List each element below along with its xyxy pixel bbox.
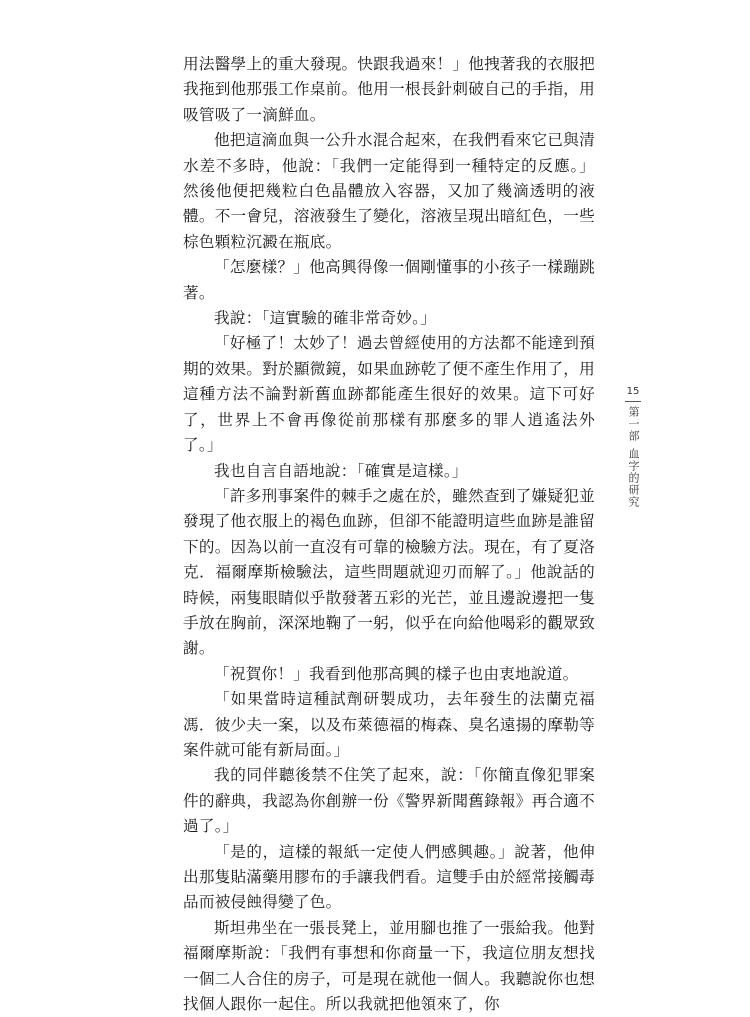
- page-number: 15: [626, 386, 640, 397]
- running-margin: [623, 385, 643, 508]
- paragraph-9: 「如果當時這種試劑研製成功，去年發生的法蘭克福馮．彼少夫一案，以及布萊德福的梅森、臭名遠揚的摩勒等案件就可能有新局面。」: [183, 690, 595, 759]
- paragraph-8: 「祝賀你！」我看到他那高興的樣子也由衷地說道。: [214, 664, 579, 683]
- paragraph-2: 他把這滴血與一公升水混合起來，在我們看來它已與清水差不多時，他說：「我們一定能得到一種特定的反應。」然後他便把幾粒白色晶體放入容器，又加了幾滴透明的液體。不一會兒，溶液發生了變化，溶液呈現出暗紅色，一些棕色顆粒沉澱在瓶底。: [183, 131, 595, 251]
- paragraph-12: 斯坦弗坐在一張長凳上，並用腳也推了一張給我。他對福爾摩斯說：「我們有事想和你商量一下，我這位朋友想找一個二人合住的房子，可是現在就他一個人。我聽說你也想找個人跟你一起住。所以我就把他領來了，你: [183, 918, 595, 1014]
- page-body: [183, 52, 595, 1017]
- paragraph-6: 我也自言自語地說：「確實是這樣。」: [214, 461, 468, 480]
- margin-divider: [625, 401, 641, 402]
- paragraph-5: 「好極了！太妙了！過去曾經使用的方法都不能達到預期的效果。對於顯微鏡，如果血跡乾了便不產生作用了，用這種方法不論對新舊血跡都能產生很好的效果。這下可好了，世界上不會再像從前那樣有那麼多的罪人逍遙法外了。」: [183, 334, 595, 455]
- paragraph-7: 「許多刑事案件的棘手之處在於，雖然查到了嫌疑犯並發現了他衣服上的褐色血跡，但卻不能證明這些血跡是誰留下的。因為以前一直沒有可靠的檢驗方法。現在，有了夏洛克．福爾摩斯檢驗法，這些問題就迎刃而解了。」他說話的時候，兩隻眼睛似乎散發著五彩的光芒，並且邊說邊把一隻手放在胸前，深深地鞠了一躬，似乎在向給他喝彩的觀眾致謝。: [183, 486, 595, 658]
- paragraph-11: 「是的，這樣的報紙一定使人們感興趣。」說著，他伸出那隻貼滿藥用膠布的手讓我們看。這雙手由於經常接觸毒品而被侵蝕得變了色。: [183, 842, 595, 912]
- paragraph-3: 「怎麼樣？」他高興得像一個剛懂事的小孩子一樣蹦跳著。: [183, 258, 595, 302]
- paragraph-1: 用法醫學上的重大發現。快跟我過來！」他拽著我的衣服把我拖到他那張工作桌前。他用一根長針刺破自己的手指，用吸管吸了一滴鮮血。: [183, 55, 595, 124]
- chapter-label: 血字的研究: [627, 448, 640, 508]
- part-label: 第一部: [627, 406, 640, 442]
- paragraph-4: 我說：「這實驗的確非常奇妙。」: [214, 309, 437, 328]
- paragraph-10: 我的同伴聽後禁不住笑了起來，說：「你簡直像犯罪案件的辭典，我認為你創辦一份《警界新聞舊錄報》再合適不過了。」: [183, 766, 595, 836]
